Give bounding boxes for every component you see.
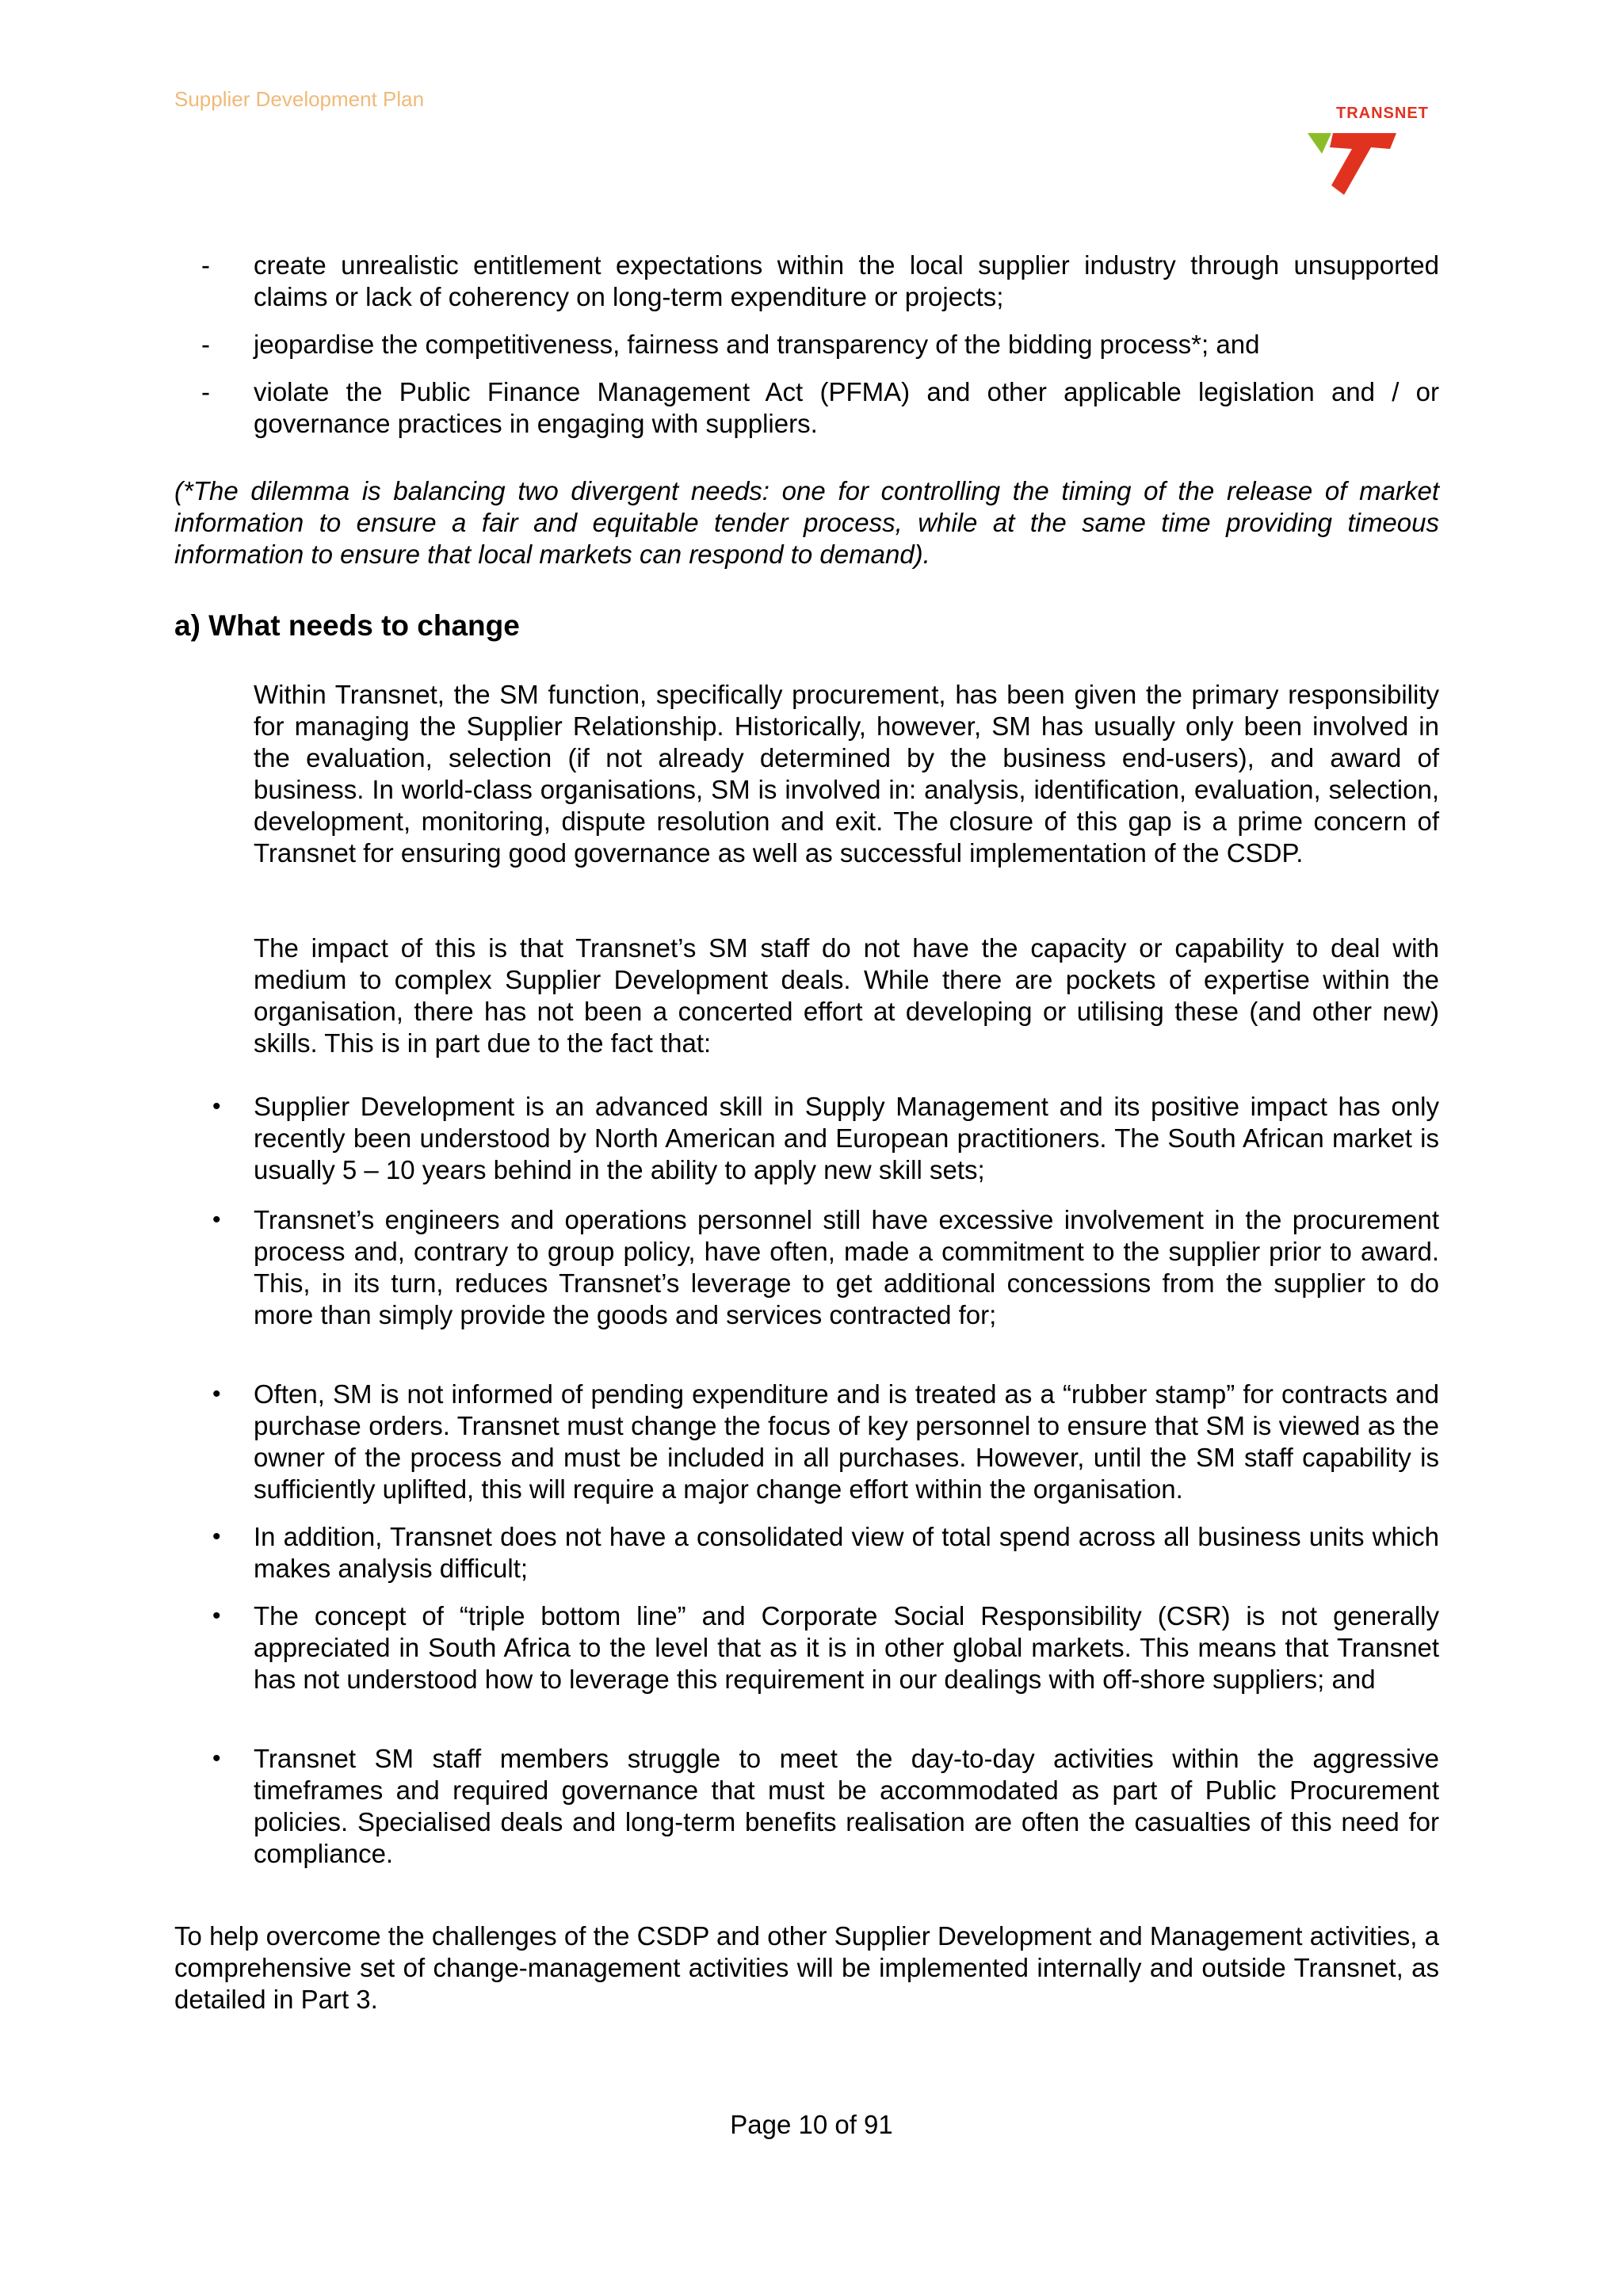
bullet-list-item	[212, 1204, 1439, 1331]
dash-list-item	[201, 250, 1439, 313]
dash-marker: -	[201, 377, 210, 406]
bullet-marker: •	[212, 1745, 221, 1772]
dash-list-item	[201, 376, 1439, 440]
bullet-marker: •	[212, 1603, 221, 1629]
bullet-item-text: The concept of “triple bottom line” and Corporate Social Responsibility (CSR) is not generally appreciated in South Africa to the level that as it is in other global markets. This means that Transnet has not understood how to leverage this requirement in our dealings with off-shore suppliers; and	[254, 1601, 1439, 1694]
paragraph: Within Transnet, the SM function, specifically procurement, has been given the primary responsibility for managing the Supplier Relationship. Historically, however, SM has usually only been involved in the evaluation, selection (if not already determined by the business end-users), and award of business. In world-class organisations, SM is involved in: analysis, identification, evaluation, selection, development, monitoring, dispute resolution and exit. The closure of this gap is a prime concern of Transnet for ensuring good governance as well as successful implementation of the CSDP.	[254, 680, 1439, 868]
dash-marker: -	[201, 330, 210, 359]
bullet-marker: •	[212, 1207, 221, 1233]
dash-list-item	[201, 329, 1439, 360]
bullet-marker: •	[212, 1524, 221, 1550]
bullet-marker: •	[212, 1093, 221, 1119]
logo-wordmark: TRANSNET	[1336, 105, 1429, 122]
bullet-list-item	[212, 1743, 1439, 1870]
bullet-list-item	[212, 1091, 1439, 1186]
bullet-item-text: Transnet SM staff members struggle to meet the day-to-day activities within the aggressive timeframes and required governance that must be accommodated as part of Public Procurement policies. Specialised deals and long-term benefits realisation are often the casualties of this need for compliance.	[254, 1744, 1439, 1868]
bullet-marker: •	[212, 1381, 221, 1407]
paragraph: The impact of this is that Transnet’s SM staff do not have the capacity or capability to deal with medium to complex Supplier Development deals. While there are pockets of expertise within the organisation, there has not been a concerted effort at developing or utilising these (and other new) skills. This is in part due to the fact that:	[254, 933, 1439, 1058]
bullet-item-text: Transnet’s engineers and operations personnel still have excessive involvement in the procurement process and, contrary to group policy, have often, made a commitment to the supplier prior to award. This, in its turn, reduces Transnet’s leverage to get additional concessions from the supplier to do more than simply provide the goods and services contracted for;	[254, 1205, 1439, 1329]
bullet-list-item	[212, 1379, 1439, 1505]
bullet-list-item	[212, 1600, 1439, 1695]
dash-item-text: jeopardise the competitiveness, fairness and transparency of the bidding process*; and	[254, 330, 1260, 359]
italic-note: (*The dilemma is balancing two divergent needs: one for controlling the timing of the release of market information to ensure a fair and equitable tender process, while at the same time providing timeous information to ensure that local markets can respond to demand).	[174, 476, 1439, 569]
logo-mark-icon	[1308, 133, 1403, 196]
running-header: Supplier Development Plan	[174, 87, 425, 111]
dash-marker: -	[201, 250, 210, 280]
bullet-item-text: In addition, Transnet does not have a consolidated view of total spend across all business units which makes analysis difficult;	[254, 1522, 1439, 1583]
transnet-logo	[1308, 105, 1442, 200]
bullet-item-text: Often, SM is not informed of pending expenditure and is treated as a “rubber stamp” for contracts and purchase orders. Transnet must change the focus of key personnel to ensure that SM is viewed as the owner of the process and must be included in all purchases. However, until the SM staff capability is sufficiently uplifted, this will require a major change effort within the organisation.	[254, 1379, 1439, 1504]
bullet-list-item	[212, 1521, 1439, 1585]
dash-item-text: create unrealistic entitlement expectations within the local supplier industry through unsupported claims or lack of coherency on long-term expenditure or projects;	[254, 250, 1439, 311]
closing-paragraph: To help overcome the challenges of the CSDP and other Supplier Development and Management activities, a comprehensive set of change-management activities will be implemented internally and outside Transnet, as detailed in Part 3.	[174, 1921, 1439, 2014]
page-number: Page 10 of 91	[730, 2110, 893, 2139]
section-heading: a) What needs to change	[174, 609, 520, 642]
dash-item-text: violate the Public Finance Management Act (PFMA) and other applicable legislation and / or governance practices in engaging with suppliers.	[254, 377, 1439, 438]
bullet-item-text: Supplier Development is an advanced skill in Supply Management and its positive impact has only recently been understood by North American and European practitioners. The South African market is usually 5 – 10 years behind in the ability to apply new skill sets;	[254, 1092, 1439, 1184]
